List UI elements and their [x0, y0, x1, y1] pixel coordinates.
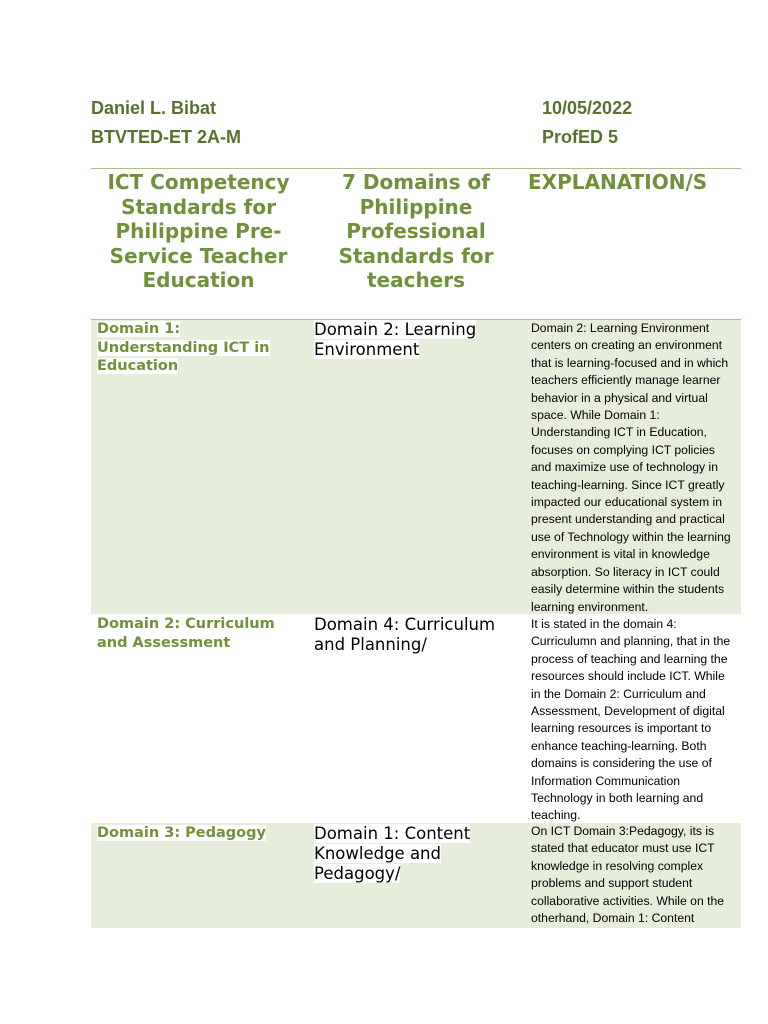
ict-domain-cell: Domain 2: Curriculum and Assessment [97, 616, 275, 651]
column-header-explanations: EXPLANATION/S [528, 170, 708, 194]
course-section: BTVTED-ET 2A-M [91, 127, 241, 147]
table-top-rule [91, 168, 741, 169]
table-row [91, 614, 741, 823]
ppst-domain-cell: Domain 4: Curriculum and Planning/ [314, 615, 496, 654]
table-row [91, 320, 741, 614]
column-header-ict-standards: ICT Competency Standards for Philippine Pre-Service Teacher Education [107, 170, 290, 292]
ict-domain-cell: Domain 1: Understanding ICT in Education [97, 321, 270, 374]
document-date: 10/05/2022 [542, 98, 633, 118]
ppst-domain-cell: Domain 2: Learning Environment [314, 320, 477, 359]
table-row [91, 823, 741, 928]
student-name: Daniel L. Bibat [91, 98, 217, 118]
column-header-ppst-domains: 7 Domains of Philippine Professional Standards for teachers [338, 170, 494, 292]
subject-code: ProfED 5 [542, 127, 619, 147]
ppst-domain-cell: Domain 1: Content Knowledge and Pedagogy/ [314, 824, 471, 883]
explanation-cell: It is stated in the domain 4: Curriculumn and planning, that in the process of teaching and learning the resources should include ICT. While in the Domain 2: Curriculum and Assessment, Development of digital learning resources is important to enhance teaching-learning. Both domains is considering the use of Information Communication Technology in both learning and teaching. [531, 617, 731, 823]
ict-domain-cell: Domain 3: Pedagogy [97, 825, 266, 841]
explanation-cell: On ICT Domain 3:Pedagogy, its is stated that educator must use ICT knowledge in resolving complex problems and support student collaborative activities. While on the otherhand, Domain 1: Content [531, 824, 725, 926]
explanation-cell: Domain 2: Learning Environment centers on creating an environment that is learning-focused and in which teachers efficiently manage learner behavior in a physical and virtual space. While Domain 1: Understanding ICT in Education, focuses on complying ICT policies and maximize use of technology in teaching-learning. Since ICT greatly impacted our educational system in present understanding and practical use of Technology within the learning environment is vital in knowledge absorption. So literacy in ICT could easily determine within the students learning environment. [531, 321, 731, 614]
